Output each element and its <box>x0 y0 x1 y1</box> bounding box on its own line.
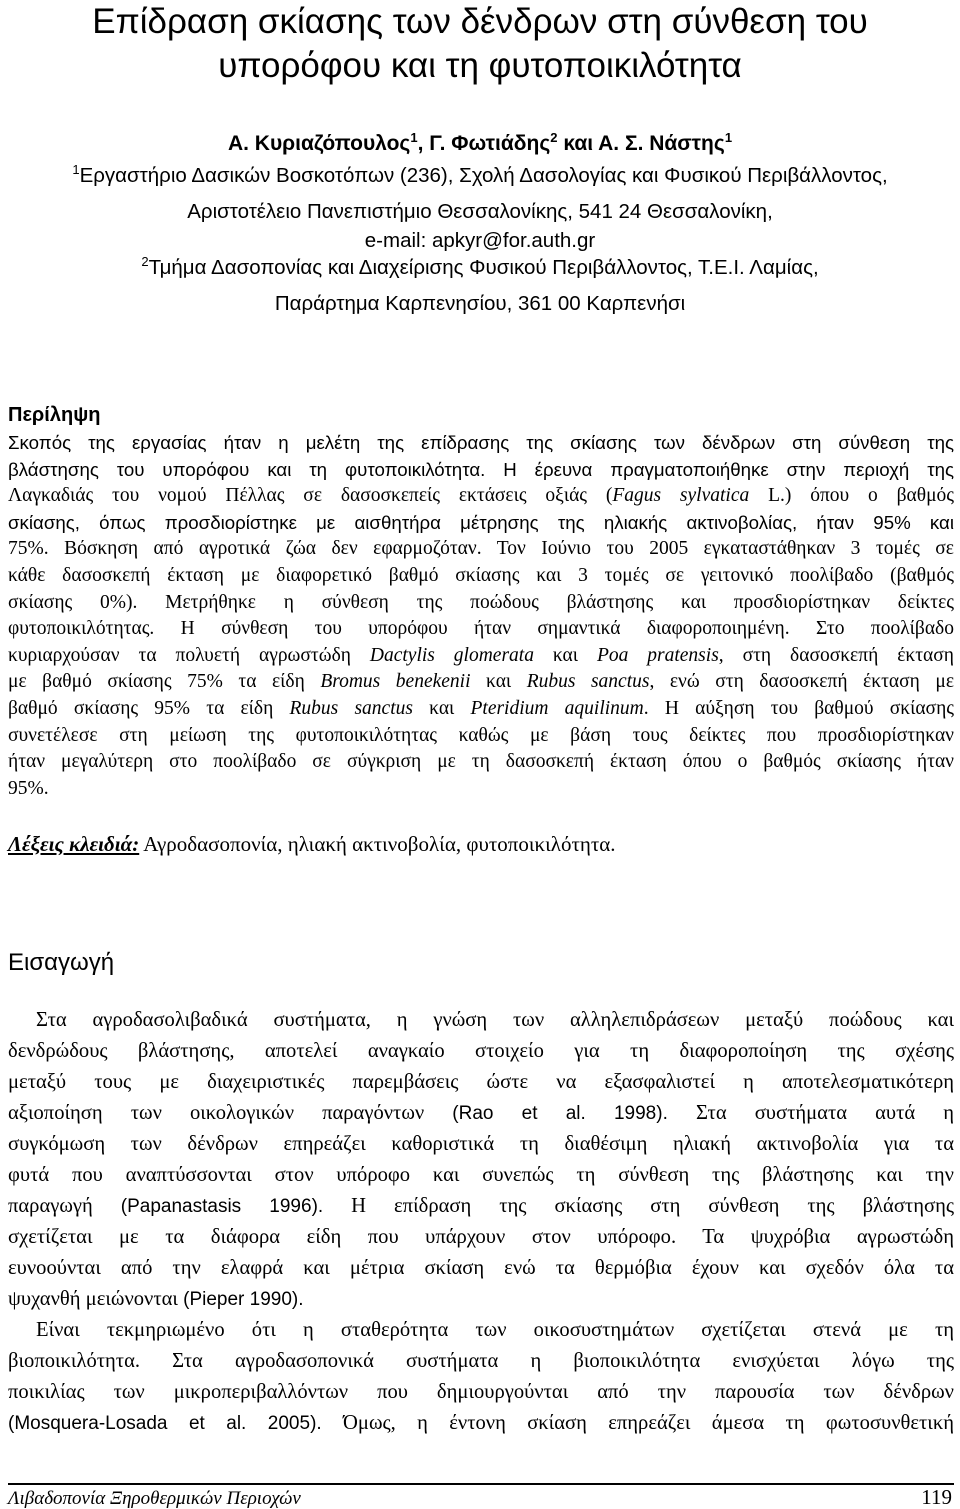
section-heading-introduction: Εισαγωγή <box>8 949 115 976</box>
intro-line: ποικιλίας των μικροπεριβαλλόντων που δημιουργούνται από την παρουσία των δένδρων <box>8 1381 954 1403</box>
abstract-line: Σκοπός της εργασίας ήταν η μελέτη της επίδρασης της σκίασης των δένδρων στη σύνθεση της <box>8 432 954 453</box>
keywords <box>8 830 616 858</box>
affiliation-1-line-1: $^1$Εργαστήριο Δασικών Βοσκοτόπων (236), Σχολή Δασολογίας και Φυσικού Περιβάλλοντος, <box>72 162 888 187</box>
intro-line: σχετίζεται με τα διάφορα είδη που υπάρχουν στον υπόροφο. Τα ψυχρόβια αγρωστώδη <box>8 1226 954 1248</box>
abstract-line: Λαγκαδιάς του νομού Πέλλας σε δασοσκεπείς εκτάσεις οξιάς (Fagus sylvatica L.) όπου ο βαθμός <box>8 485 954 507</box>
affiliation-2-line-2: Παράρτημα Καρπενησίου, 361 00 Καρπενήσι <box>274 292 686 315</box>
introduction-body <box>8 1005 954 1439</box>
author-list <box>0 131 960 157</box>
abstract-body <box>8 430 954 802</box>
author-2: , Γ. Φωτιάδης <box>417 132 551 155</box>
affiliation-1-mark: 1 <box>72 162 80 178</box>
page-number: 119 <box>921 1485 952 1509</box>
running-footer-title: Λιβαδοπονία Ξηροθερμικών Περιοχών <box>8 1488 301 1509</box>
keywords-label: Λέξεις κλειδιά: <box>8 832 140 856</box>
intro-line: συγκόμωση των δένδρων επηρεάζει καθοριστικά τη διαθέσιμη ηλιακή ακτινοβολία για τα <box>8 1133 954 1155</box>
species-name: Rubus sanctus <box>526 671 650 693</box>
author-1-affil-mark: 1 <box>410 130 418 145</box>
species-name: Bromus benekenii <box>320 671 471 693</box>
abstract-line: κάθε δασοσκεπή έκταση με διαφορετικό βαθμό σκίασης και 3 τομές σε γειτονικό ποολίβαδο (βαθμός <box>8 564 954 586</box>
intro-line: μεταξύ τους με διαχειριστικές παρεμβάσεις ώστε να εξασφαλιστεί η αποτελεσματικότερη <box>8 1071 954 1093</box>
footer-rule <box>8 1483 954 1485</box>
intro-line: δενδρώδους βλάστησης, αποτελεί αναγκαίο στοιχείο για τη διαφοροποίηση της σχέσης <box>8 1040 954 1062</box>
abstract-line: σκίασης 0%). Μετρήθηκε η σύνθεση της ποώδους βλάστησης και προσδιορίστηκαν δείκτες <box>8 591 954 613</box>
species-name: Dactylis glomerata <box>369 644 534 666</box>
species-name: Rubus sanctus <box>289 697 413 719</box>
author-3: και Α. Σ. Νάστης <box>557 132 725 155</box>
intro-line: ευνοούνται από την ελαφρά και μέτρια σκίαση ενώ τα θερμόβια έχουν και σχεδόν όλα τα <box>8 1257 954 1279</box>
affiliation-2-line-1: $^2$Τμήμα Δασοπονίας και Διαχείρισης Φυσικού Περιβάλλοντος, Τ.Ε.Ι. Λαμίας, <box>141 254 819 279</box>
citation: (Mosquera-Losada et al. 2005). <box>8 1413 322 1434</box>
author-3-affil-mark: 1 <box>724 130 733 145</box>
citation: (Rao et al. 1998). <box>452 1103 668 1124</box>
affiliation-1-email: e-mail: apkyr@for.auth.gr <box>364 229 596 252</box>
abstract-line: βλάστησης του υπορόφου και τη φυτοποικιλότητα. Η έρευνα πραγματοποιήθηκε στην περιοχή της <box>8 458 955 480</box>
author-2-affil-mark: 2 <box>550 130 558 145</box>
species-name: Pteridium aquilinum <box>470 697 644 719</box>
abstract-line: 95%. <box>8 777 49 799</box>
affiliation-1-line-2: Αριστοτέλειο Πανεπιστήμιο Θεσσαλονίκης, 541 24 Θεσσαλονίκη, <box>187 200 773 223</box>
intro-line: παραγωγή (Papanastasis 1996). Η επίδραση της σκίασης στη σύνθεση της βλάστησης <box>8 1195 954 1217</box>
keywords-text: Αγροδασοπονία, ηλιακή ακτινοβολία, φυτοποικιλότητα. <box>139 832 616 856</box>
abstract-line: σκίασης, όπως προσδιορίστηκε με αισθητήρα μέτρησης της ηλιακής ακτινοβολίας, ήταν 95% και <box>8 511 954 533</box>
intro-line: ψυχανθή μειώνονται (Pieper 1990). <box>8 1288 304 1310</box>
citation: (Pieper 1990). <box>183 1289 304 1310</box>
abstract-line: κυριαρχούσαν τα πολυετή αγρωστώδη Dactylis glomerata και Poa pratensis, στη δασοσκεπή έκταση <box>8 644 954 666</box>
intro-line: (Mosquera-Losada et al. 2005). Όμως, η έντονη σκίαση επηρεάζει άμεσα τη φωτοσυνθετική <box>8 1412 954 1434</box>
citation: (Papanastasis 1996). <box>120 1196 324 1217</box>
abstract-line: 75%. Βόσκηση από αγροτικά ζώα δεν εφαρμοζόταν. Τον Ιούνιο του 2005 εγκαταστάθηκαν 3 τομές σε <box>8 538 954 560</box>
title-line-1: Επίδραση σκίασης των δένδρων στη σύνθεση του <box>92 2 868 41</box>
abstract-heading: Περίληψη <box>8 404 101 426</box>
species-name: Fagus sylvatica <box>612 485 750 507</box>
intro-line: Είναι τεκμηριωμένο ότι η σταθερότητα των οικοσυστημάτων σχετίζεται στενά με τη <box>36 1319 954 1341</box>
affiliation-2-mark: 2 <box>141 254 149 270</box>
intro-line: Στα αγροδασολιβαδικά συστήματα, η γνώση των αλληλεπιδράσεων μεταξύ ποώδους και <box>36 1009 954 1031</box>
abstract-line: ήταν μεγαλύτερη στο ποολίβαδο σε σύγκριση με τη δασοσκεπή έκταση όπου ο βαθμός σκίασης ήταν <box>8 751 954 773</box>
author-1: Α. Κυριαζόπουλος <box>227 132 411 155</box>
abstract-line: φυτοποικιλότητας. Η σύνθεση του υπορόφου ήταν σημαντικά διαφοροποιημένη. Στο ποολίβαδο <box>8 618 954 640</box>
paper-title <box>0 0 960 88</box>
species-name: Poa pratensis <box>596 644 719 666</box>
abstract-line: συνετέλεσε στη μείωση της φυτοποικιλότητας καθώς με βάση τους δείκτες που προσδιορίστηκαν <box>8 724 954 746</box>
abstract-line: με βαθμό σκίασης 75% τα είδη Bromus benekenii και Rubus sanctus, ενώ στη δασοσκεπή έκταση με <box>8 671 955 693</box>
intro-line: αξιοποίηση των οικολογικών παραγόντων (Rao et al. 1998). Στα συστήματα αυτά η <box>8 1102 955 1124</box>
intro-line: βιοποικιλότητα. Στα αγροδασοπονικά συστήματα η βιοποικιλότητα ενισχύεται λόγω της <box>8 1350 954 1372</box>
intro-line: φυτά που αναπτύσσονται στον υπόροφο και συνεπώς τη σύνθεση της βλάστησης και την <box>8 1164 954 1186</box>
title-line-2: υπορόφου και τη φυτοποικιλότητα <box>218 46 742 85</box>
abstract-line: βαθμό σκίασης 95% τα είδη Rubus sanctus και Pteridium aquilinum. Η αύξηση του βαθμού σκίασης <box>8 697 954 719</box>
